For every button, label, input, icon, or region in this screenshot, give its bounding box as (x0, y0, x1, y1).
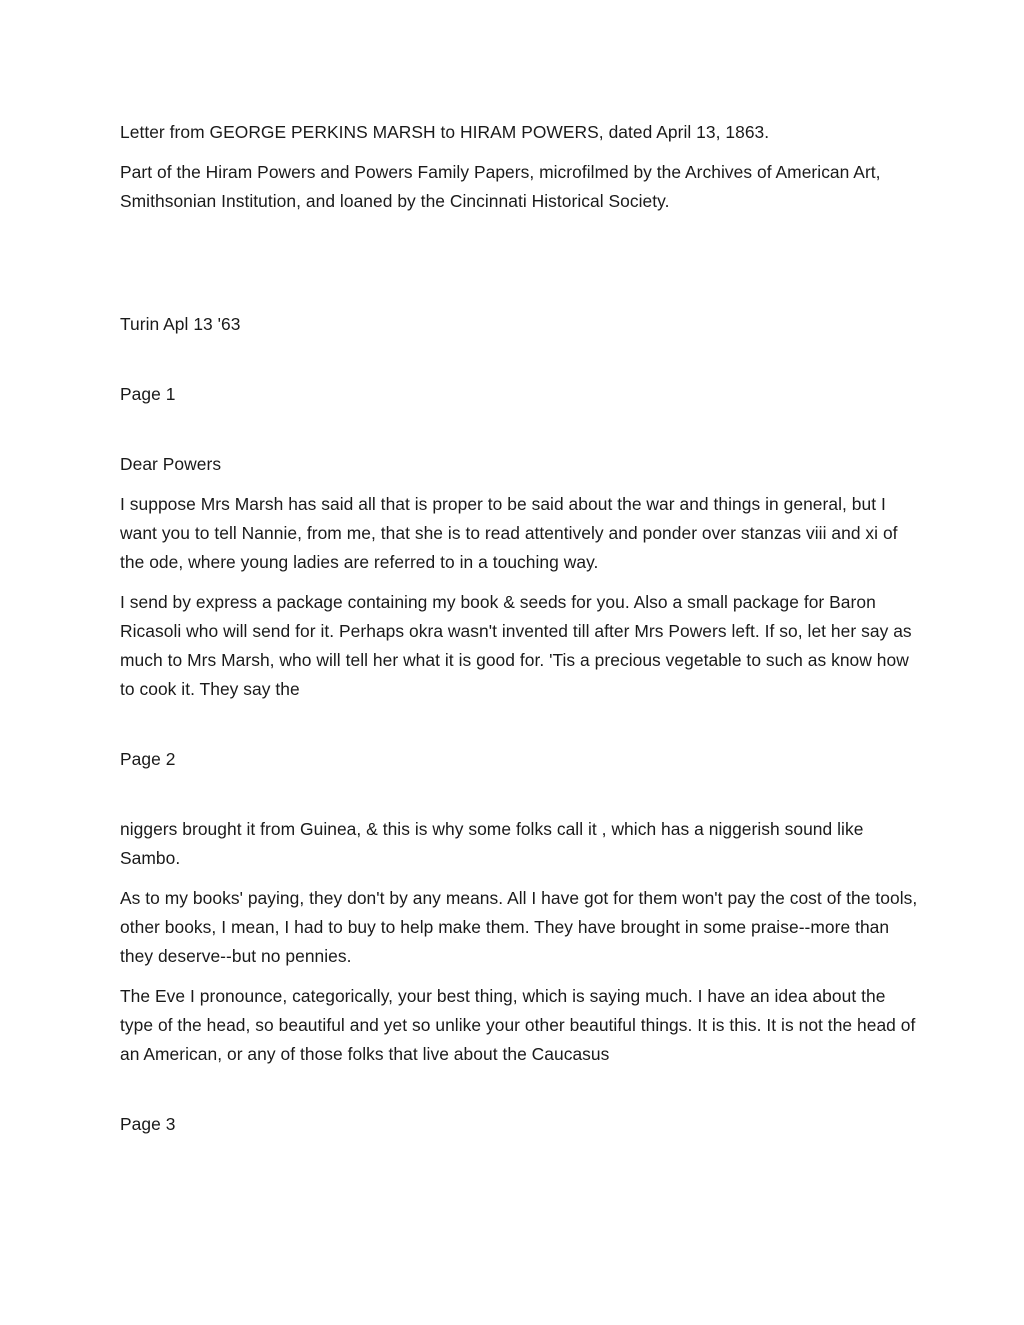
letter-paragraph: niggers brought it from Guinea, & this is why some folks call it , which has a niggerish sound like Sambo. (120, 819, 864, 868)
letter-paragraph: The Eve I pronounce, categorically, your best thing, which is saying much. I have an idea about the type of the head, so beautiful and yet so unlike your other beautiful things. It is this. It is not the head of an American, or any of those folks that live about the Caucasus (120, 986, 916, 1064)
page-label-1: Page 1 (120, 384, 176, 404)
letter-paragraph: I suppose Mrs Marsh has said all that is proper to be said about the war and things in general, but I want you to tell Nannie, from me, that she is to read attentively and ponder over stanzas viii and xi of the ode, where young ladies are referred to in a touching way. (120, 494, 898, 572)
document-page (120, 118, 920, 1139)
document-title-line: Letter from GEORGE PERKINS MARSH to HIRAM POWERS, dated April 13, 1863. (120, 122, 770, 142)
page-label-3: Page 3 (120, 1114, 176, 1134)
salutation: Dear Powers (120, 454, 222, 474)
page-label-2: Page 2 (120, 749, 176, 769)
letter-paragraph: I send by express a package containing my book & seeds for you. Also a small package for Baron Ricasoli who will send for it. Perhaps okra wasn't invented till after Mrs Powers left. If so, let her say as much to Mrs Marsh, who will tell her what it is good for. 'Tis a precious vegetable to such as know how to cook it. They say the (120, 592, 912, 699)
provenance-note: Part of the Hiram Powers and Powers Family Papers, microfilmed by the Archives of American Art, Smithsonian Institution, and loaned by the Cincinnati Historical Society. (120, 162, 881, 211)
letter-paragraph: As to my books' paying, they don't by any means. All I have got for them won't pay the cost of the tools, other books, I mean, I had to buy to help make them. They have brought in some praise--more than they deserve--but no pennies. (120, 888, 918, 966)
dateline: Turin Apl 13 '63 (120, 314, 241, 334)
